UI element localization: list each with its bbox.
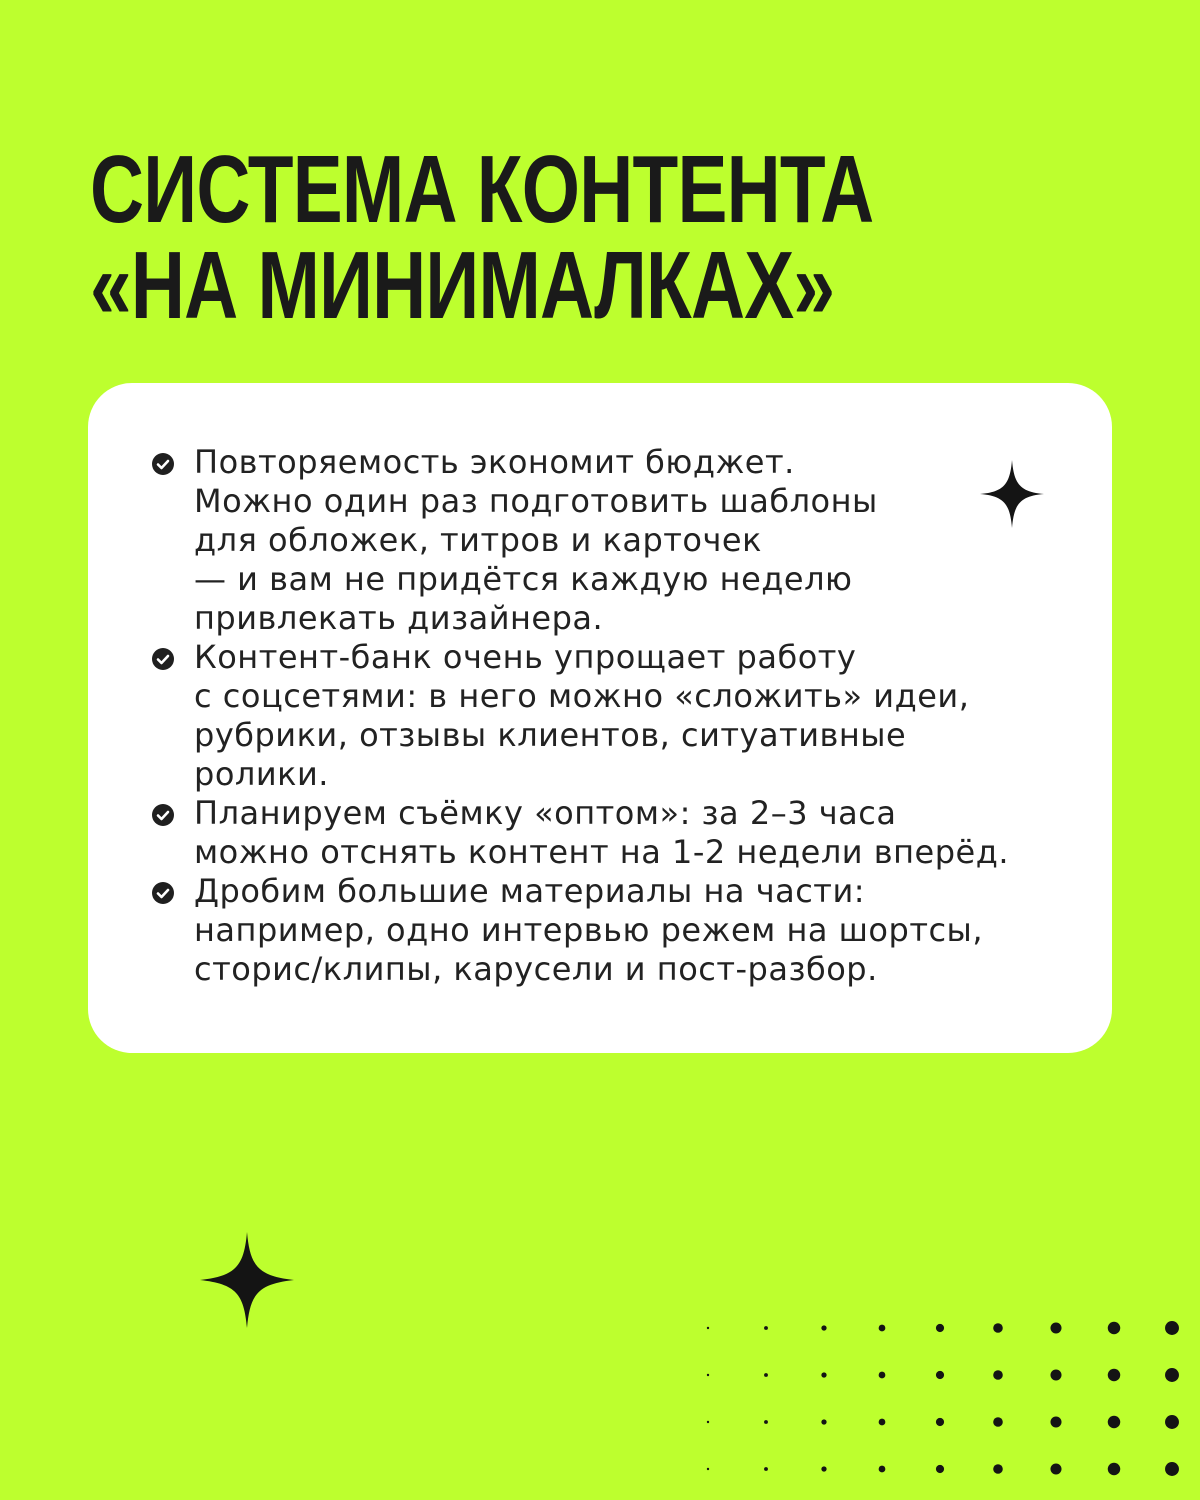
list-item-line: ролики.: [194, 755, 329, 793]
list-item-text: [194, 794, 1009, 872]
list-item-line: Контент-банк очень упрощает работу: [194, 638, 857, 676]
pattern-dot: [1050, 1369, 1061, 1380]
list-item-text: [194, 638, 969, 794]
pattern-dot: [1050, 1463, 1061, 1474]
dot-grid-pattern: [700, 1312, 1200, 1500]
pattern-dot: [764, 1467, 768, 1471]
pattern-dot: [764, 1420, 768, 1424]
check-circle-icon: [152, 648, 174, 670]
list-item-line: Дробим большие материалы на части:: [194, 872, 866, 910]
pattern-dot: [879, 1466, 886, 1473]
list-item-line: сторис/клипы, карусели и пост-разбор.: [194, 950, 878, 988]
pattern-dot: [1050, 1322, 1061, 1333]
pattern-dot: [1108, 1416, 1120, 1428]
title-line-1: СИСТЕМА КОНТЕНТА: [90, 136, 874, 243]
pattern-dot: [764, 1326, 768, 1330]
pattern-dot: [821, 1419, 826, 1424]
pattern-dot: [1165, 1321, 1179, 1335]
pattern-dot: [879, 1372, 886, 1379]
pattern-dot: [936, 1324, 944, 1332]
pattern-dot: [821, 1372, 826, 1377]
pattern-dot: [1165, 1462, 1179, 1476]
pattern-dot: [707, 1468, 709, 1470]
list-item: [152, 872, 1032, 989]
pattern-dot: [936, 1418, 944, 1426]
list-item-line: Повторяемость экономит бюджет.: [194, 443, 795, 481]
list-item: [152, 794, 1032, 872]
pattern-dot: [1108, 1369, 1120, 1381]
pattern-dot: [707, 1374, 709, 1376]
list-item-line: привлекать дизайнера.: [194, 599, 604, 637]
pattern-dot: [993, 1323, 1003, 1333]
title-line-2: «НА МИНИМАЛКАХ»: [90, 232, 835, 339]
pattern-dot: [879, 1419, 886, 1426]
check-circle-icon: [152, 453, 174, 475]
list-item: [152, 638, 1032, 794]
list-item-line: рубрики, отзывы клиентов, ситуативные: [194, 716, 907, 754]
pattern-dot: [1165, 1368, 1179, 1382]
list-item-line: Можно один раз подготовить шаблоны: [194, 482, 878, 520]
pattern-dot: [1165, 1415, 1179, 1429]
pattern-dot: [879, 1325, 886, 1332]
pattern-dot: [1108, 1463, 1120, 1475]
list-item-text: [194, 872, 983, 989]
pattern-dot: [993, 1370, 1003, 1380]
sparkle-star-icon: [980, 460, 1044, 528]
check-circle-icon: [152, 882, 174, 904]
list-item-line: с соцсетями: в него можно «сложить» идеи,: [194, 677, 970, 715]
sparkle-star-icon: [200, 1232, 294, 1328]
pattern-dot: [936, 1371, 944, 1379]
list-item-line: можно отснять контент на 1-2 недели вперёд.: [194, 833, 1010, 871]
pattern-dot: [707, 1421, 709, 1423]
pattern-dot: [993, 1417, 1003, 1427]
pattern-dot: [936, 1465, 944, 1473]
page-title: [90, 136, 874, 339]
content-card: [88, 383, 1112, 1053]
pattern-dot: [1108, 1322, 1120, 1334]
pattern-dot: [993, 1464, 1003, 1474]
list-item-line: для обложек, титров и карточек: [194, 521, 762, 559]
list-item-line: — и вам не придётся каждую неделю: [194, 560, 853, 598]
pattern-dot: [707, 1327, 709, 1329]
check-circle-icon: [152, 804, 174, 826]
list-item: [152, 443, 1032, 638]
pattern-dot: [821, 1325, 826, 1330]
tips-list: [152, 443, 1032, 989]
pattern-dot: [1050, 1416, 1061, 1427]
list-item-line: Планируем съёмку «оптом»: за 2–3 часа: [194, 794, 897, 832]
list-item-line: например, одно интервью режем на шортсы,: [194, 911, 983, 949]
pattern-dot: [821, 1466, 826, 1471]
list-item-text: [194, 443, 878, 638]
pattern-dot: [764, 1373, 768, 1377]
